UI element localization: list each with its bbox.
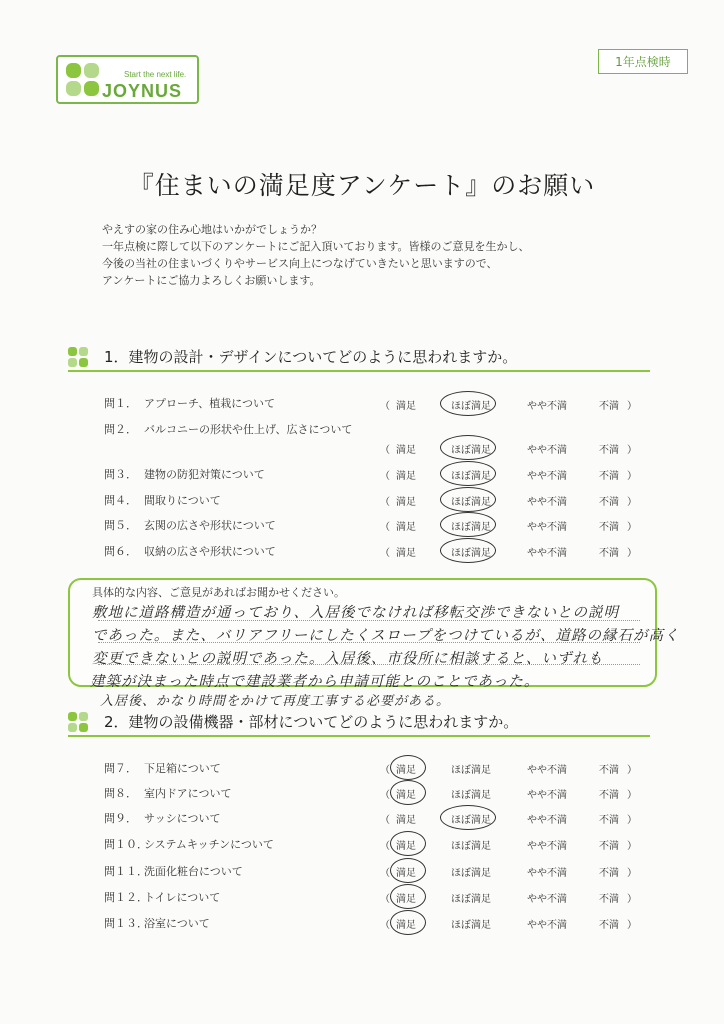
paren: （ <box>380 868 390 879</box>
rating-option[interactable]: やや不満 <box>527 522 567 533</box>
rating-option[interactable]: やや不満 <box>527 548 567 559</box>
rating-option[interactable]: やや不満 <box>527 401 567 412</box>
comment-prompt: 具体的な内容、ご意見があればお聞かせください。 <box>92 586 345 599</box>
intro-line: 今後の当社の住まいづくりやサービス向上につなげていきたいと思いますので、 <box>102 257 498 270</box>
rating-option[interactable]: 満足 <box>396 815 416 826</box>
selection-circle <box>390 755 426 780</box>
section-icon <box>68 347 90 369</box>
rating-option[interactable]: 不満 <box>599 445 619 456</box>
section-title: 2．建物の設備機器・部材についてどのように思われますか。 <box>104 713 519 731</box>
paren: ） <box>627 548 637 559</box>
section-title: 1．建物の設計・デザインについてどのように思われますか。 <box>104 348 518 366</box>
paren: ） <box>627 522 637 533</box>
question-number: 問４． <box>104 494 137 507</box>
handwritten-line: であった。また、バリアフリーにしたくスロープをつけているが、道路の縁石が高く <box>92 628 680 644</box>
rating-option[interactable]: ほぼ満足 <box>451 497 491 508</box>
question-number: 問６． <box>104 545 137 558</box>
rating-options <box>0 837 724 855</box>
selection-circle <box>440 391 496 416</box>
logo-mark-square <box>66 63 81 78</box>
rating-option[interactable]: 不満 <box>599 790 619 801</box>
paren: ） <box>627 445 637 456</box>
rating-option[interactable]: やや不満 <box>527 765 567 776</box>
intro-text <box>102 221 529 289</box>
rating-option[interactable]: 不満 <box>599 815 619 826</box>
paren: （ <box>380 471 390 482</box>
question-label: システムキッチンについて <box>144 838 274 851</box>
rating-option[interactable]: 不満 <box>599 401 619 412</box>
rating-option[interactable]: ほぼ満足 <box>451 894 491 905</box>
selection-circle <box>440 805 496 830</box>
selection-circle <box>440 538 496 563</box>
question-label: トイレについて <box>144 891 221 904</box>
rating-option[interactable]: やや不満 <box>527 445 567 456</box>
selection-circle <box>440 435 496 460</box>
paren: （ <box>380 894 390 905</box>
rating-option[interactable]: やや不満 <box>527 868 567 879</box>
paren: （ <box>380 522 390 533</box>
section-icon <box>68 712 90 734</box>
rating-option[interactable]: 不満 <box>599 841 619 852</box>
rating-options <box>0 441 724 459</box>
rating-option[interactable]: 満足 <box>396 445 416 456</box>
question-number: 問９． <box>104 812 137 825</box>
intro-line: アンケートにご協力よろしくお願いします。 <box>102 274 321 287</box>
question-label: サッシについて <box>144 812 221 825</box>
logo-brand: JOYNUS <box>102 81 183 101</box>
rating-options <box>0 864 724 882</box>
rating-option[interactable]: 不満 <box>599 497 619 508</box>
rating-option[interactable]: やや不満 <box>527 841 567 852</box>
question-number: 問２． <box>104 423 137 436</box>
selection-circle <box>390 884 426 909</box>
question-label: アプローチ、植栽について <box>144 397 276 410</box>
rating-option[interactable]: ほぼ満足 <box>451 522 491 533</box>
paren: ） <box>627 471 637 482</box>
rating-option[interactable]: ほぼ満足 <box>451 868 491 879</box>
rating-options <box>0 761 724 779</box>
question-label: 建物の防犯対策について <box>144 468 265 481</box>
paren: （ <box>380 790 390 801</box>
paren: ） <box>627 868 637 879</box>
paren: （ <box>380 920 390 931</box>
rating-options <box>0 811 724 829</box>
question-number: 問１３． <box>104 917 148 930</box>
paren: （ <box>380 548 390 559</box>
question-label: バルコニーの形状や仕上げ、広さについて <box>144 423 353 436</box>
selection-circle <box>390 910 426 935</box>
question-number: 問１２． <box>104 891 148 904</box>
paren: （ <box>380 815 390 826</box>
rating-option[interactable]: やや不満 <box>527 920 567 931</box>
rating-option[interactable]: ほぼ満足 <box>451 815 491 826</box>
handwritten-line: 変更できないとの説明であった。入居後、市役所に相談すると、いずれも <box>92 651 604 667</box>
question-label: 間取りについて <box>144 494 221 507</box>
page-title: 『住まいの満足度アンケート』のお願い <box>128 171 596 200</box>
rating-options <box>0 518 724 536</box>
paren: ） <box>627 815 637 826</box>
rating-option[interactable]: ほぼ満足 <box>451 401 491 412</box>
rating-option[interactable]: 満足 <box>396 868 416 879</box>
rating-option[interactable]: 不満 <box>599 920 619 931</box>
question-number: 問８． <box>104 787 137 800</box>
paren: ） <box>627 401 637 412</box>
rating-option[interactable]: 満足 <box>396 548 416 559</box>
rating-option[interactable]: やや不満 <box>527 471 567 482</box>
rating-option[interactable]: やや不満 <box>527 497 567 508</box>
rating-option[interactable]: ほぼ満足 <box>451 790 491 801</box>
question-label: 下足箱について <box>144 762 221 775</box>
rating-options <box>0 916 724 934</box>
rating-option[interactable]: 不満 <box>599 894 619 905</box>
paren: （ <box>380 445 390 456</box>
question-label: 室内ドアについて <box>144 787 232 800</box>
handwritten-line: 入居後、かなり時間をかけて再度工事する必要がある。 <box>100 694 451 709</box>
intro-line: 一年点検に際して以下のアンケートにご記入頂いております。皆様のご意見を生かし、 <box>102 240 530 253</box>
question-number: 問７． <box>104 762 137 775</box>
rating-option[interactable]: 満足 <box>396 894 416 905</box>
rating-option[interactable]: やや不満 <box>527 790 567 801</box>
inspection-badge: 1年点検時 <box>598 49 688 74</box>
rating-option[interactable]: 不満 <box>599 765 619 776</box>
selection-circle <box>440 461 496 486</box>
logo-tagline: Start the next life. <box>124 70 187 79</box>
paren: ） <box>627 765 637 776</box>
rating-option[interactable]: 不満 <box>599 868 619 879</box>
question-number: 問１１． <box>104 865 148 878</box>
paren: ） <box>627 841 637 852</box>
intro-line: やえすの家の住み心地はいかがでしょうか？ <box>102 223 322 236</box>
logo-mark-square <box>84 81 99 96</box>
rating-option[interactable]: ほぼ満足 <box>451 548 491 559</box>
paren: ） <box>627 790 637 801</box>
rating-option[interactable]: 満足 <box>396 790 416 801</box>
question-label: 収納の広さや形状について <box>144 545 276 558</box>
handwritten-line: 敷地に道路構造が通っており、入居後でなければ移転交渉できないとの説明 <box>92 605 619 621</box>
rating-option[interactable]: 満足 <box>396 401 416 412</box>
rating-option[interactable]: ほぼ満足 <box>451 765 491 776</box>
paren: ） <box>627 894 637 905</box>
question-label: 洗面化粧台について <box>144 865 243 878</box>
rating-option[interactable]: ほぼ満足 <box>451 920 491 931</box>
rating-option[interactable]: 満足 <box>396 497 416 508</box>
rating-options <box>0 397 724 415</box>
rating-options <box>0 493 724 511</box>
rating-option[interactable]: やや不満 <box>527 894 567 905</box>
question-label: 玄関の広さや形状について <box>144 519 276 532</box>
question-number: 問５． <box>104 519 137 532</box>
selection-circle <box>390 831 426 856</box>
logo-mark-square <box>84 63 99 78</box>
rating-option[interactable]: 不満 <box>599 471 619 482</box>
paren: ） <box>627 497 637 508</box>
rating-option[interactable]: 満足 <box>396 765 416 776</box>
paren: （ <box>380 401 390 412</box>
rating-options <box>0 467 724 485</box>
rating-option[interactable]: ほぼ満足 <box>451 471 491 482</box>
rating-option[interactable]: 不満 <box>599 548 619 559</box>
rating-options <box>0 786 724 804</box>
selection-circle <box>440 487 496 512</box>
question-number: 問３． <box>104 468 137 481</box>
section-header <box>68 709 650 737</box>
rating-option[interactable]: ほぼ満足 <box>451 841 491 852</box>
rating-options <box>0 890 724 908</box>
rating-option[interactable]: 満足 <box>396 841 416 852</box>
rating-option[interactable]: やや不満 <box>527 815 567 826</box>
paren: （ <box>380 765 390 776</box>
rating-option[interactable]: 不満 <box>599 522 619 533</box>
question-number: 問１． <box>104 397 137 410</box>
rating-options <box>0 544 724 562</box>
section-header <box>68 344 650 372</box>
rating-option[interactable]: 満足 <box>396 471 416 482</box>
company-logo <box>56 55 199 104</box>
paren: ） <box>627 920 637 931</box>
handwritten-line: 建築が決まった時点で建設業者から申請可能とのことであった。 <box>90 674 540 690</box>
paren: （ <box>380 497 390 508</box>
logo-mark-square <box>66 81 81 96</box>
question-label: 浴室について <box>144 917 210 930</box>
selection-circle <box>390 780 426 805</box>
question-number: 問１０． <box>104 838 148 851</box>
selection-circle <box>440 512 496 537</box>
paren: （ <box>380 841 390 852</box>
rating-option[interactable]: 満足 <box>396 522 416 533</box>
selection-circle <box>390 858 426 883</box>
rating-option[interactable]: 満足 <box>396 920 416 931</box>
rating-option[interactable]: ほぼ満足 <box>451 445 491 456</box>
